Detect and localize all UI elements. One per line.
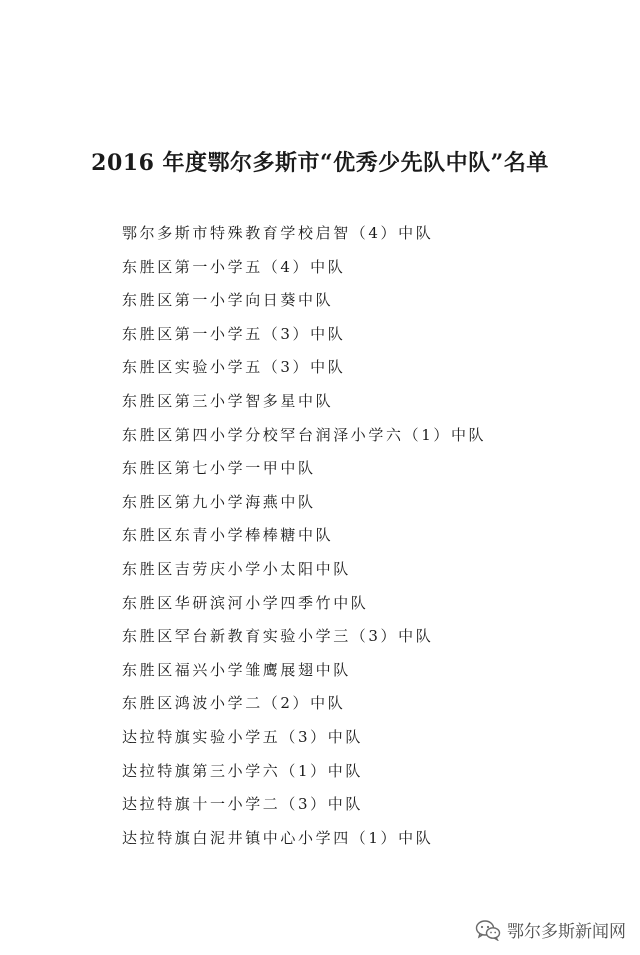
- list-item: 东胜区第一小学五（3）中队: [122, 324, 346, 343]
- squad-list: [122, 221, 486, 859]
- list-item: 东胜区华研滨河小学四季竹中队: [122, 593, 369, 612]
- list-item: 东胜区第七小学一甲中队: [122, 459, 316, 478]
- list-item: 东胜区吉劳庆小学小太阳中队: [122, 559, 351, 578]
- list-item: 东胜区第一小学五（4）中队: [122, 257, 346, 276]
- list-item: 达拉特旗十一小学二（3）中队: [122, 795, 363, 814]
- list-item: 东胜区第九小学海燕中队: [122, 492, 316, 511]
- watermark: [475, 917, 626, 942]
- list-item: 东胜区鸿波小学二（2）中队: [122, 694, 346, 713]
- page-title: 2016 年度鄂尔多斯市“优秀少先队中队”名单: [91, 150, 549, 176]
- list-item: 达拉特旗实验小学五（3）中队: [122, 727, 363, 746]
- list-item: 东胜区福兴小学雏鹰展翅中队: [122, 660, 351, 679]
- list-item: 鄂尔多斯市特殊教育学校启智（4）中队: [122, 224, 434, 242]
- list-item: 东胜区第一小学向日葵中队: [122, 291, 334, 310]
- list-item: 东胜区实验小学五（3）中队: [122, 358, 346, 377]
- list-item: 东胜区第三小学智多星中队: [122, 391, 334, 410]
- watermark-text: 鄂尔多斯新闻网: [507, 922, 626, 942]
- list-item: 东胜区第四小学分校罕台润泽小学六（1）中队: [122, 425, 487, 444]
- list-item: 东胜区罕台新教育实验小学三（3）中队: [122, 627, 434, 646]
- list-item: 达拉特旗第三小学六（1）中队: [122, 761, 363, 780]
- list-item: 东胜区东青小学棒棒糖中队: [122, 526, 334, 545]
- wechat-icon: [475, 919, 501, 941]
- list-item: 达拉特旗白泥井镇中心小学四（1）中队: [122, 828, 434, 847]
